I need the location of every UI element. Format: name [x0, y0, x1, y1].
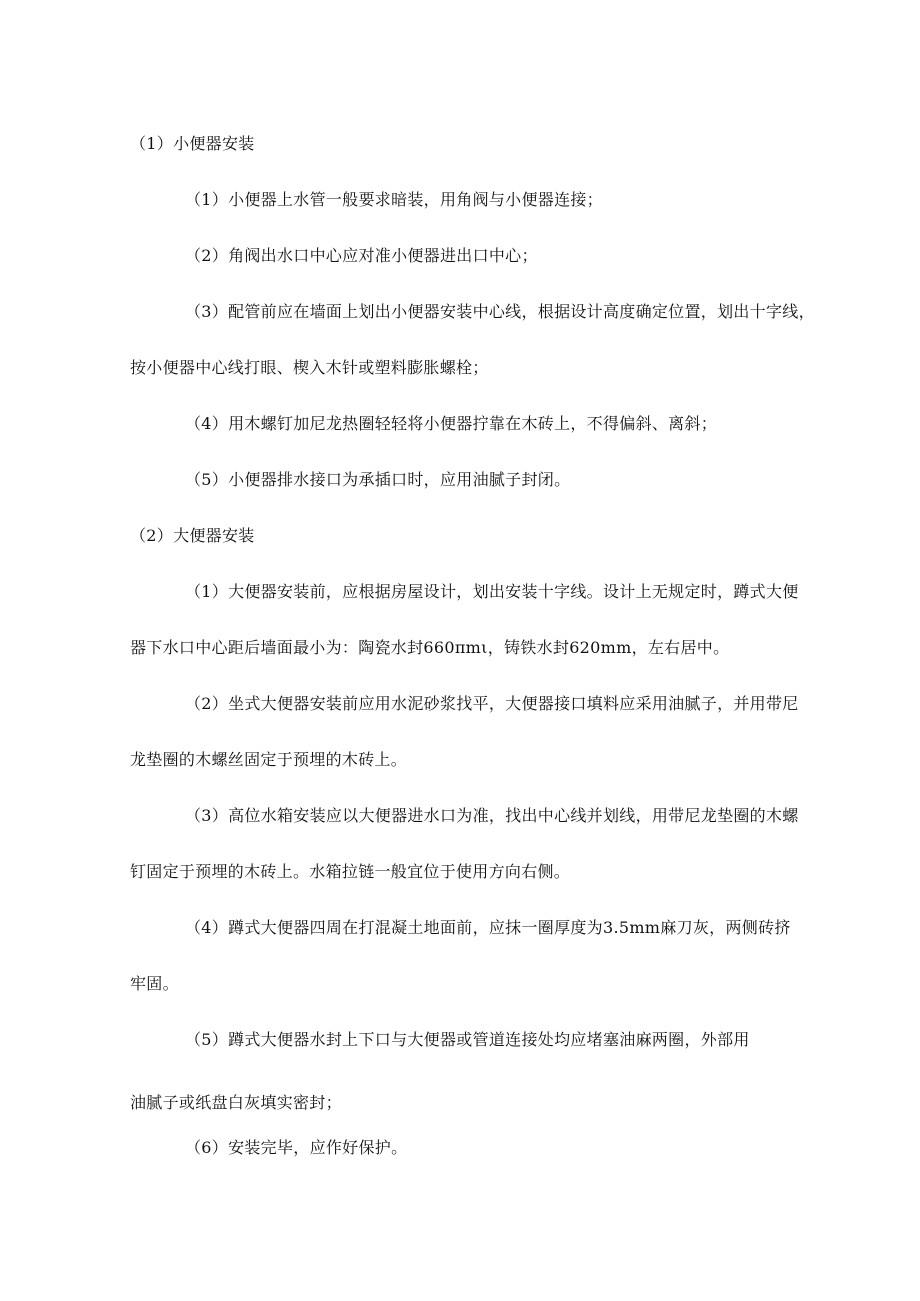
toilet-step-3-line-1: （3）高位水箱安装应以大便器进水口为准，找出中心线并划线，用带尼龙垫圈的木螺: [185, 806, 799, 825]
urinal-step-1: （1）小便器上水管一般要求暗装，用角阀与小便器连接；: [185, 190, 603, 209]
toilet-step-5-line-2: 油腻子或纸盘白灰填实密封；: [130, 1093, 342, 1112]
section-heading-urinal: （1）小便器安装: [130, 134, 255, 153]
urinal-step-4: （4）用木螺钉加尼龙热圈轻轻将小便器拧靠在木砖上，不得偏斜、离斜；: [185, 414, 718, 433]
toilet-step-1-line-1: （1）大便器安装前，应根据房屋设计，划出安装十字线。设计上无规定时，蹲式大便: [185, 582, 799, 601]
toilet-step-2-line-2: 龙垫圈的木螺丝固定于预埋的木砖上。: [130, 750, 408, 769]
toilet-step-2-line-1: （2）坐式大便器安装前应用水泥砂浆找平，大便器接口填料应采用油腻子，并用带尼: [185, 694, 799, 713]
urinal-step-2: （2）角阀出水口中心应对准小便器进出口中心；: [185, 246, 538, 265]
urinal-step-5: （5）小便器排水接口为承插口时，应用油腻子封闭。: [185, 470, 571, 489]
toilet-step-3-line-2: 钉固定于预埋的木砖上。水箱拉链一般宜位于使用方向右侧。: [130, 862, 571, 881]
toilet-step-4-line-2: 牢固。: [130, 974, 179, 993]
toilet-step-6: （6）安装完毕，应作好保护。: [185, 1138, 408, 1157]
urinal-step-3-line-2: 按小便器中心线打眼、楔入木针或塑料膨胀螺栓；: [130, 358, 489, 377]
toilet-step-4-line-1: （4）蹲式大便器四周在打混凝土地面前，应抹一圈厚度为3.5mm麻刀灰，两侧砖挤: [185, 918, 791, 937]
section-heading-toilet: （2）大便器安装: [130, 526, 255, 545]
toilet-step-1-line-2: 器下水口中心距后墙面最小为：陶瓷水封660πmι，铸铁水封620mm，左右居中。: [130, 638, 730, 657]
toilet-step-5-line-1: （5）蹲式大便器水封上下口与大便器或管道连接处均应堵塞油麻两圈，外部用: [185, 1030, 750, 1049]
urinal-step-3-line-1: （3）配管前应在墙面上划出小便器安装中心线，根据设计高度确定位置，划出十字线，: [185, 302, 815, 321]
